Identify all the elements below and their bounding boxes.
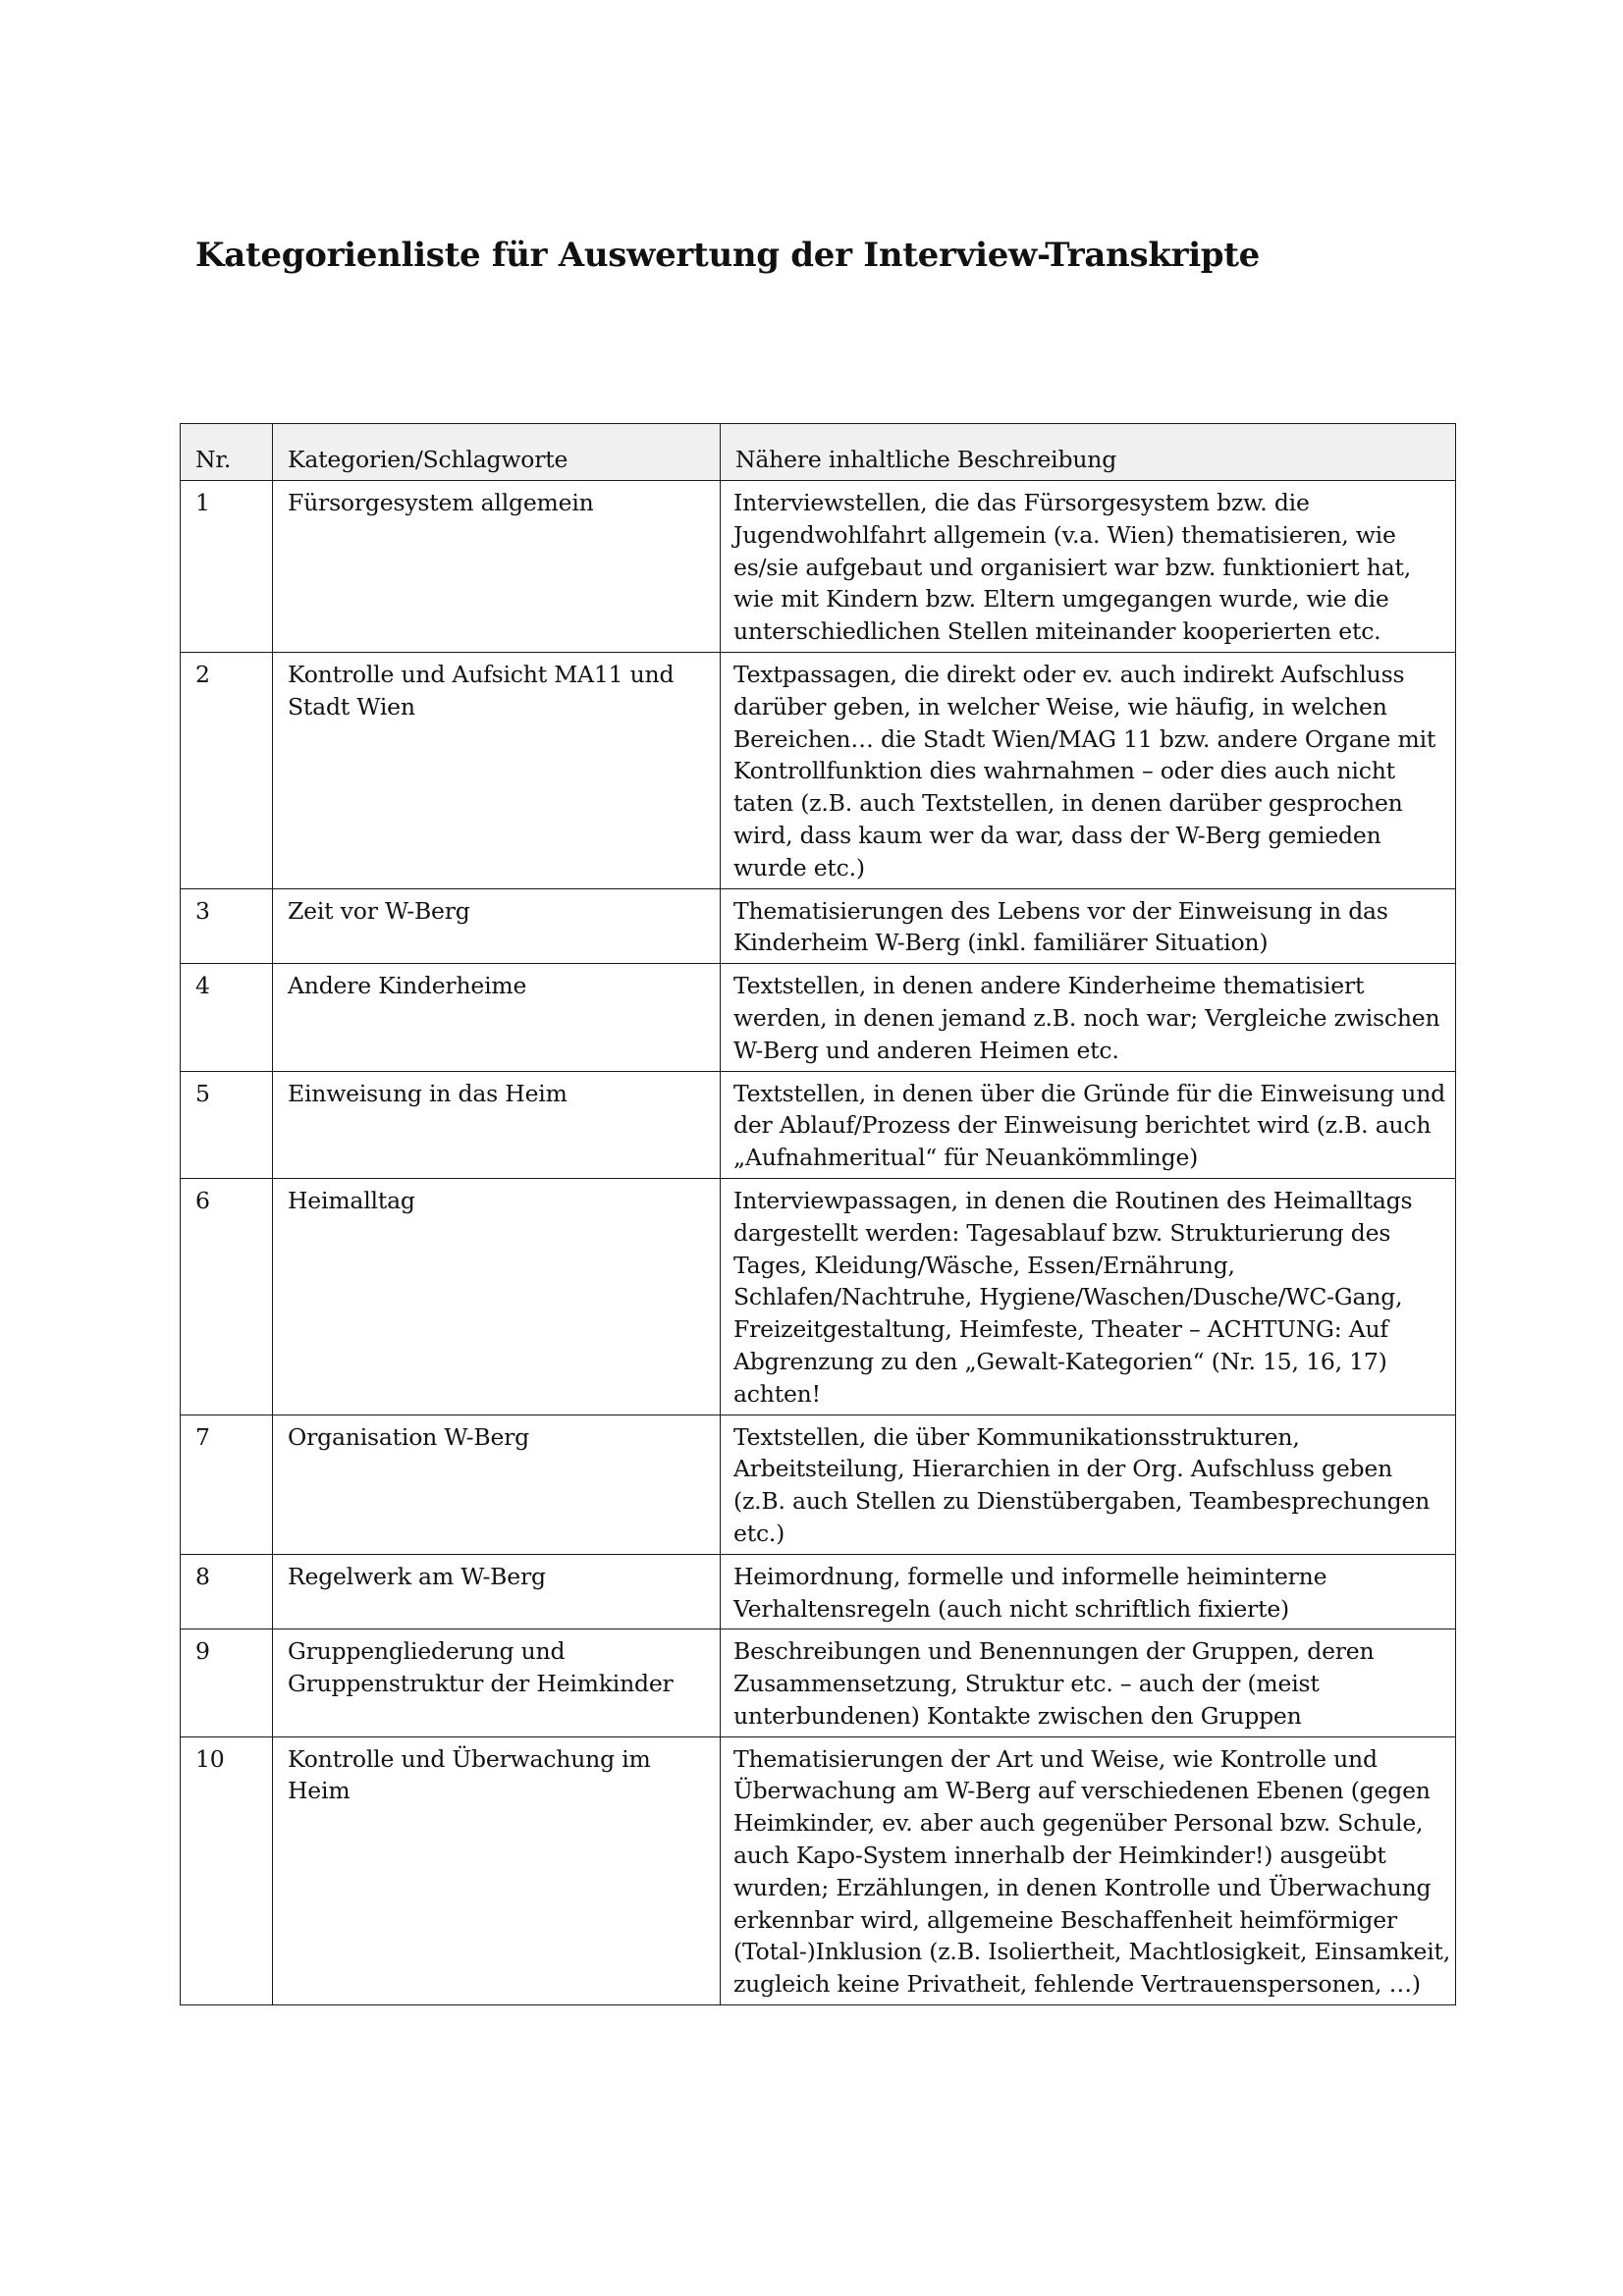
table-header-row [181, 424, 1456, 481]
row-nr: 5 [181, 1071, 273, 1178]
row-nr: 8 [181, 1554, 273, 1629]
row-description: Interviewstellen, die das Fürsorgesystem bzw. die Jugendwohlfahrt allgemein (v.a. Wien) thematisieren, wie es/sie aufgebaut und organisiert war bzw. funktioniert hat, wie mit Kindern bzw. Eltern umgegangen wurde, wie die unterschiedlichen Stellen miteinander kooperierten etc. [721, 481, 1456, 653]
table-row [181, 1554, 1456, 1629]
page-title: Kategorienliste für Auswertung der Interview-Transkripte [195, 236, 1261, 275]
row-description: Thematisierungen der Art und Weise, wie Kontrolle und Überwachung am W-Berg auf verschiedenen Ebenen (gegen Heimkinder, ev. aber auch gegenüber Personal bzw. Schule, auch Kapo-System innerhalb der Heimkinder!) ausgeübt wurden; Erzählungen, in denen Kontrolle und Überwachung erkennbar wird, allgemeine Beschaffenheit heimförmiger (Total-)Inklusion (z.B. Isoliertheit, Machtlosigkeit, Einsamkeit, zugleich keine Privatheit, fehlende Vertrauenspersonen, …) [721, 1736, 1456, 2004]
row-category: Kontrolle und Aufsicht MA11 und Stadt Wien [273, 652, 721, 888]
row-description: Heimordnung, formelle und informelle heiminterne Verhaltensregeln (auch nicht schriftlich fixierte) [721, 1554, 1456, 1629]
row-description: Textpassagen, die direkt oder ev. auch indirekt Aufschluss darüber geben, in welcher Weise, wie häufig, in welchen Bereichen… die Stadt Wien/MAG 11 bzw. andere Organe mit Kontrollfunktion dies wahrnahmen – oder dies auch nicht taten (z.B. auch Textstellen, in denen darüber gesprochen wird, dass kaum wer da war, dass der W-Berg gemieden wurde etc.) [721, 652, 1456, 888]
row-category: Organisation W-Berg [273, 1415, 721, 1554]
table-row [181, 1071, 1456, 1178]
row-nr: 7 [181, 1415, 273, 1554]
table-row [181, 888, 1456, 964]
row-category: Andere Kinderheime [273, 964, 721, 1071]
row-description: Textstellen, in denen andere Kinderheime thematisiert werden, in denen jemand z.B. noch war; Vergleiche zwischen W-Berg und anderen Heimen etc. [721, 964, 1456, 1071]
row-description: Textstellen, die über Kommunikationsstrukturen, Arbeitsteilung, Hierarchien in der Org. Aufschluss geben (z.B. auch Stellen zu Dienstübergaben, Teambesprechungen etc.) [721, 1415, 1456, 1554]
row-category: Gruppengliederung und Gruppenstruktur der Heimkinder [273, 1629, 721, 1736]
row-category: Regelwerk am W-Berg [273, 1554, 721, 1629]
header-nr: Nr. [181, 424, 273, 481]
row-description: Beschreibungen und Benennungen der Gruppen, deren Zusammensetzung, Struktur etc. – auch der (meist unterbundenen) Kontakte zwischen den Gruppen [721, 1629, 1456, 1736]
row-category: Fürsorgesystem allgemein [273, 481, 721, 653]
table-row [181, 1178, 1456, 1415]
row-nr: 6 [181, 1178, 273, 1415]
row-nr: 2 [181, 652, 273, 888]
table-row [181, 1736, 1456, 2004]
row-nr: 1 [181, 481, 273, 653]
header-category: Kategorien/Schlagworte [273, 424, 721, 481]
row-category: Einweisung in das Heim [273, 1071, 721, 1178]
table-row [181, 652, 1456, 888]
row-nr: 4 [181, 964, 273, 1071]
row-category: Heimalltag [273, 1178, 721, 1415]
category-table [180, 423, 1456, 2005]
row-category: Kontrolle und Überwachung im Heim [273, 1736, 721, 2004]
row-description: Textstellen, in denen über die Gründe für die Einweisung und der Ablauf/Prozess der Einweisung berichtet wird (z.B. auch „Aufnahmeritual“ für Neuankömmlinge) [721, 1071, 1456, 1178]
header-description: Nähere inhaltliche Beschreibung [721, 424, 1456, 481]
row-description: Interviewpassagen, in denen die Routinen des Heimalltags dargestellt werden: Tagesablauf bzw. Strukturierung des Tages, Kleidung/Wäsche, Essen/Ernährung, Schlafen/Nachtruhe, Hygiene/Waschen/Dusche/WC-Gang, Freizeitgestaltung, Heimfeste, Theater – ACHTUNG: Auf Abgrenzung zu den „Gewalt-Kategorien“ (Nr. 15, 16, 17) achten! [721, 1178, 1456, 1415]
row-category: Zeit vor W-Berg [273, 888, 721, 964]
row-nr: 3 [181, 888, 273, 964]
table-row [181, 964, 1456, 1071]
row-nr: 9 [181, 1629, 273, 1736]
table-row [181, 1629, 1456, 1736]
table-row [181, 481, 1456, 653]
row-description: Thematisierungen des Lebens vor der Einweisung in das Kinderheim W-Berg (inkl. familiärer Situation) [721, 888, 1456, 964]
row-nr: 10 [181, 1736, 273, 2004]
table-row [181, 1415, 1456, 1554]
